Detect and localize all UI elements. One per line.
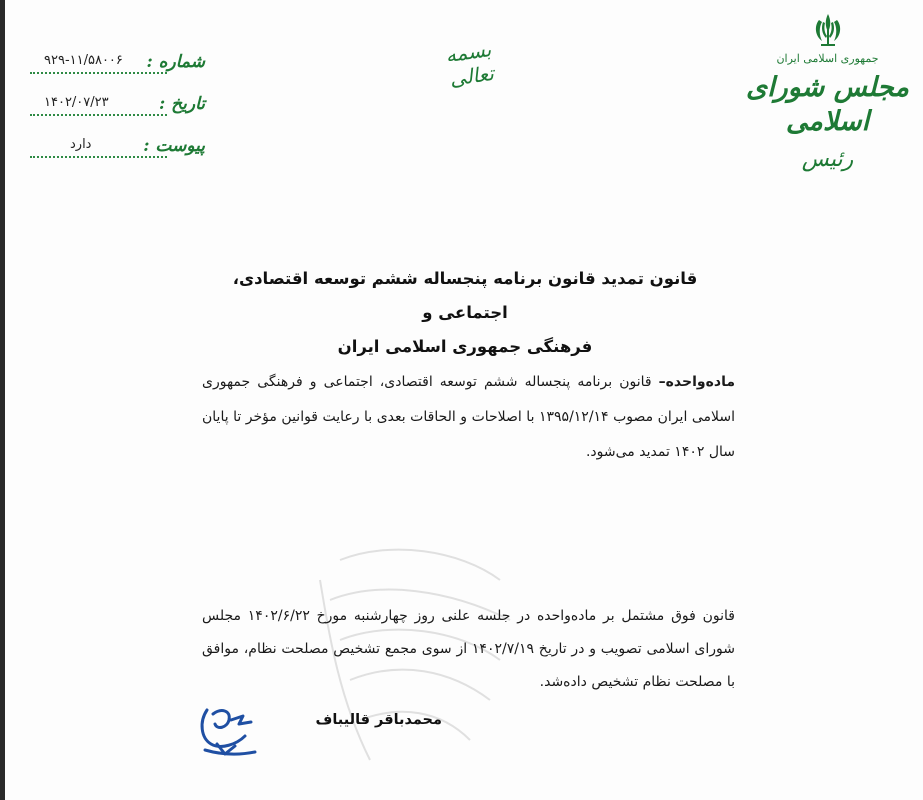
attachment-value: دارد	[70, 137, 92, 152]
iran-emblem-icon	[808, 10, 848, 50]
date-field	[30, 94, 205, 136]
number-label: شماره :	[146, 52, 205, 72]
emblem-subtitle: جمهوری اسلامی ایران	[776, 52, 879, 65]
parliament-emblem-block	[745, 10, 910, 235]
article-lead: ماده‌واحده–	[658, 374, 735, 390]
date-value: ۱۴۰۲/۰۷/۲۳	[44, 95, 109, 110]
article-text: قانون برنامه پنجساله ششم توسعه اقتصادی، اجتماعی و فرهنگی جمهوری اسلامی ایران مصوب ۱۳۹۵/۱۲/۱۴ با اصلاحات و الحاقات بعدی با رعایت قوانین مؤخر تا پایان سال ۱۴۰۲ تمدید می‌شود.	[202, 374, 735, 460]
number-field	[30, 52, 205, 94]
dotted-line	[30, 156, 167, 158]
article-paragraph	[202, 365, 735, 470]
date-label: تاریخ :	[158, 94, 205, 114]
signer-name: محمدباقر قالیباف	[315, 712, 442, 728]
dotted-line	[30, 114, 167, 116]
law-title	[200, 262, 730, 364]
signature-icon	[195, 700, 265, 760]
title-line-2: فرهنگی جمهوری اسلامی ایران	[337, 337, 593, 356]
closing-paragraph: قانون فوق مشتمل بر ماده‌واحده در جلسه علنی روز چهارشنبه مورخ ۱۴۰۲/۶/۲۲ مجلس شورای اسلامی تصویب و در تاریخ ۱۴۰۲/۷/۱۹ از سوی مجمع تشخیص مصلحت نظام، موافق با مصلحت نظام تشخیص داده‌شد.	[202, 608, 735, 690]
attachment-field	[30, 136, 205, 178]
attachment-label: پیوست :	[143, 136, 205, 156]
office-role: رئیس	[801, 147, 854, 172]
parliament-name: مجلس شورای اسلامی	[746, 72, 909, 137]
dotted-line	[30, 72, 167, 74]
motto-calligraphy: بسمه تعالی	[444, 37, 496, 91]
letter-meta	[30, 52, 205, 178]
page-edge	[0, 0, 5, 800]
title-line-1: قانون تمدید قانون برنامه پنجساله ششم توسعه اقتصادی، اجتماعی و	[232, 269, 698, 322]
number-value: ۹۲۹-۱۱/۵۸۰۰۶	[44, 53, 123, 68]
